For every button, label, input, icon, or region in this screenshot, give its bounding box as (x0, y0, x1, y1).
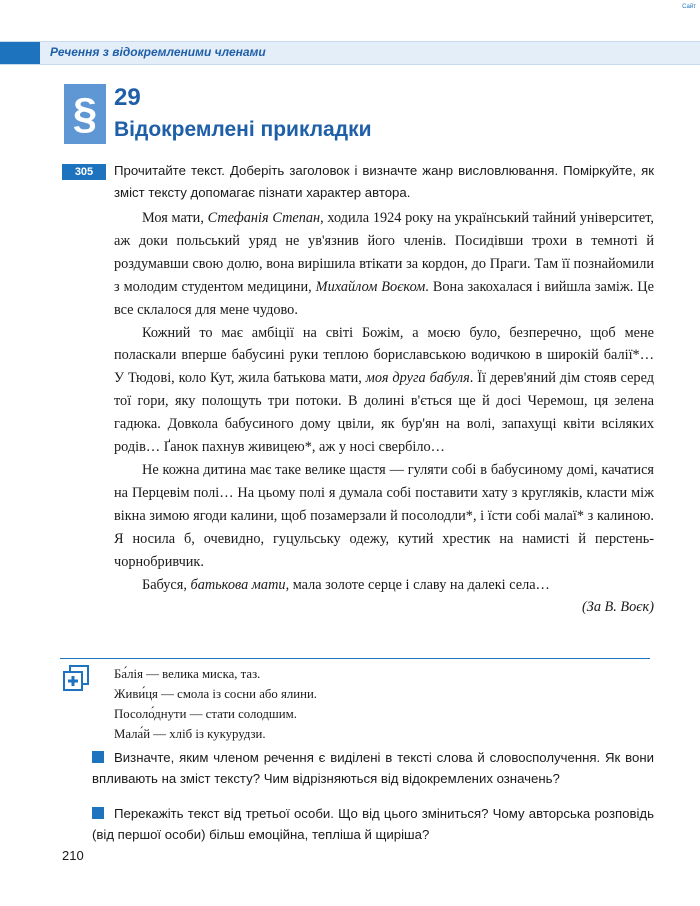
glossary-icon (62, 664, 90, 692)
text-source: (За В. Воєк) (581, 599, 654, 616)
section-icon: § (64, 84, 106, 144)
reading-text (114, 207, 654, 619)
highlighted-apposition: Стефанія Степан (207, 210, 321, 226)
divider (60, 658, 650, 659)
glossary-entry: Ба́лія — велика миска, таз. (114, 667, 261, 681)
paragraph-4: Бабуся, батькова мати, мала золоте серце і славу на далекі села… (142, 576, 550, 593)
square-bullet-icon (92, 751, 104, 763)
section-title: Відокремлені прикладки (114, 118, 372, 141)
highlighted-apposition: Михайлом Воєком (315, 278, 426, 295)
glossary (114, 664, 644, 744)
brand-mark: Сайт (682, 4, 696, 10)
exercise-number: 305 (62, 164, 106, 180)
question-1: Визначте, яким членом речення є виділені в тексті слова й словосполучення. Як вони впливають на зміст тексту? Чим відрізняються від відокремлених означень? (92, 750, 654, 786)
paragraph-2: Кожний то має амбіції на світі Божім, а моєю було, безперечно, щоб мене поласкали вперше бабусині руки теплою бориславською водичкою в широкій балії*… У Тюдові, коло Кут, жила батькова мати, моя друга бабуля. Її дерев'яний дім стояв серед тої гори, яку полощуть три потоки. В долині в'ється ще й досі Черемош, ця зелена гадюка. Довкола бабусиного дому цвіли, як бур'ян на волі, запахущі квіти всіляких родів… Ґанок пахнув живицею*, аж у носі свербіло… (114, 324, 654, 456)
glossary-entry: Мала́й — хліб із кукурудзи. (114, 727, 266, 741)
question-2: Перекажіть текст від третьої особи. Що від цього зміниться? Чому авторська розповідь (від першої особи) більш емоційна, тепліша й щиріша? (92, 806, 654, 842)
highlighted-apposition: батькова мати (190, 576, 286, 593)
paragraph-1: Моя мати, Стефанія Степан, ходила 1924 року на український тайний університет, аж доки польський уряд не ув'язнив його членів. Посидівши трохи в темноті й роздумавши свою долю, вона вирішила втікати за кордон, до Праги. Там її познайомили з молодим студентом медицини, Михайлом Воєком. Вона закохалася і вийшла заміж. Це все склалося для мене чудово. (114, 210, 654, 318)
section-number: 29 (114, 84, 141, 111)
glossary-entry: Живи́ця — смола із сосни або ялини. (114, 687, 317, 701)
header-accent (0, 42, 40, 64)
highlighted-apposition: моя друга бабуля (365, 370, 470, 387)
glossary-entry: Посоло́днути — стати солодшим. (114, 707, 297, 721)
exercise-task: Прочитайте текст. Доберіть заголовок і визначте жанр висловлювання. Поміркуйте, як зміст тексту допомагає пізнати характер автора. (114, 163, 654, 200)
paragraph-3: Не кожна дитина має таке велике щастя — гуляти собі в бабусиному домі, качатися на Перцевім полі… На цьому полі я думала собі поставити хату з кругляків, класти між вікна зимою ягоди калини, щоб позамерзали й посолодли*, і їсти собі малаї* з калиною. Я носила б, очевидно, гуцульську одежу, кутий хрестик на намисті й перстень-чорнобривчик. (114, 461, 654, 570)
page-number: 210 (62, 848, 84, 863)
square-bullet-icon (92, 807, 104, 819)
chapter-header (0, 41, 700, 65)
chapter-title: Речення з відокремленими членами (50, 45, 266, 59)
